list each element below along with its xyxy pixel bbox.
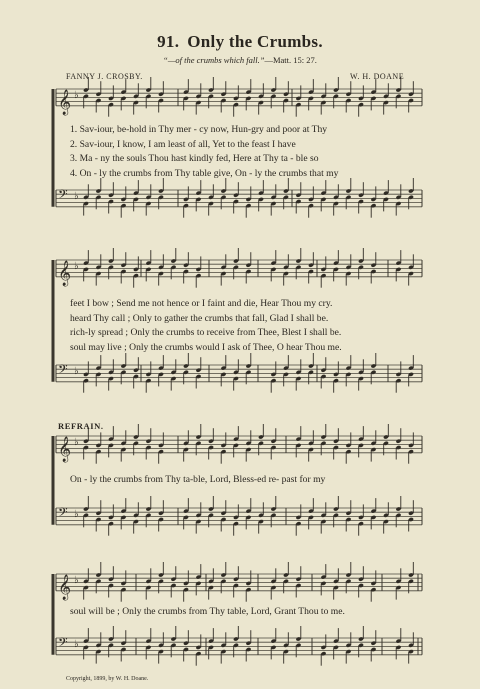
lyricist-credit: FANNY J. CROSBY. [66,72,143,81]
flat-icon: ♭ [74,437,79,448]
lyric-line: soul will be ; Only the crumbs from Thy table, Lord, Grant Thou to me. [70,606,345,617]
bass-clef-icon: 𝄢 [58,505,68,523]
lyric-line: 1. Sav-iour, be-hold in Thy mer - cy now, Hun-gry and poor at Thy [70,124,328,135]
flat-icon: ♭ [74,90,79,101]
refrain-lyrics-system-3 [70,473,420,488]
refrain-label: REFRAIN. [58,421,104,431]
copyright-notice: Copyright, 1899, by W. H. Doane. [66,676,149,682]
treble-clef-icon: 𝄞 [58,260,72,286]
composer-credit: W. H. DOANE [350,72,405,81]
hymn-title-text: Only the Crumbs. [187,32,323,51]
lyric-line: rich-ly spread ; Only the crumbs to receive from Thee, Blest I shall be. [70,327,342,338]
bass-clef-icon: 𝄢 [58,187,68,205]
staff-7 [56,574,422,591]
hymn-number: 91. [157,32,180,51]
lyric-line: feet I bow ; Send me not hence or I faint and die, Hear Thou my cry. [70,298,333,309]
lyric-line: soul may live ; Only the crumbs would I ask of Thee, O hear Thou me. [70,341,342,353]
treble-clef-icon: 𝄞 [58,89,72,115]
staff-2 [56,190,422,207]
verse-lyrics-system-1 [70,123,420,181]
lyric-line: heard Thy call ; Only to gather the crumbs that fall, Glad I shall be. [70,312,329,324]
treble-clef-icon: 𝄞 [58,574,72,600]
flat-icon: ♭ [74,575,79,586]
bass-clef-icon: 𝄢 [58,362,68,380]
scripture-quote: “—of the crumbs which fall.” [163,55,265,65]
scripture-citation: —Matt. 15: 27. [264,55,317,65]
lyric-line: 2. Sav-iour, I know, I am least of all, Yet to the feast I have [70,138,296,150]
flat-icon: ♭ [74,509,79,520]
verse-lyrics-system-2 [70,297,420,355]
refrain-lyrics-system-4 [70,605,420,620]
flat-icon: ♭ [74,639,79,650]
bass-clef-icon: 𝄢 [58,635,68,653]
treble-clef-icon: 𝄞 [58,436,72,462]
lyric-line: 3. Ma - ny the souls Thou hast kindly fed, Here at Thy ta - ble so [70,153,319,164]
flat-icon: ♭ [74,261,79,272]
flat-icon: ♭ [74,191,79,202]
lyric-line: On - ly the crumbs from Thy ta-ble, Lord, Bless-ed re- past for my [70,474,326,485]
lyric-line: 4. On - ly the crumbs from Thy table give, On - ly the crumbs that my [70,167,339,179]
flat-icon: ♭ [74,366,79,377]
